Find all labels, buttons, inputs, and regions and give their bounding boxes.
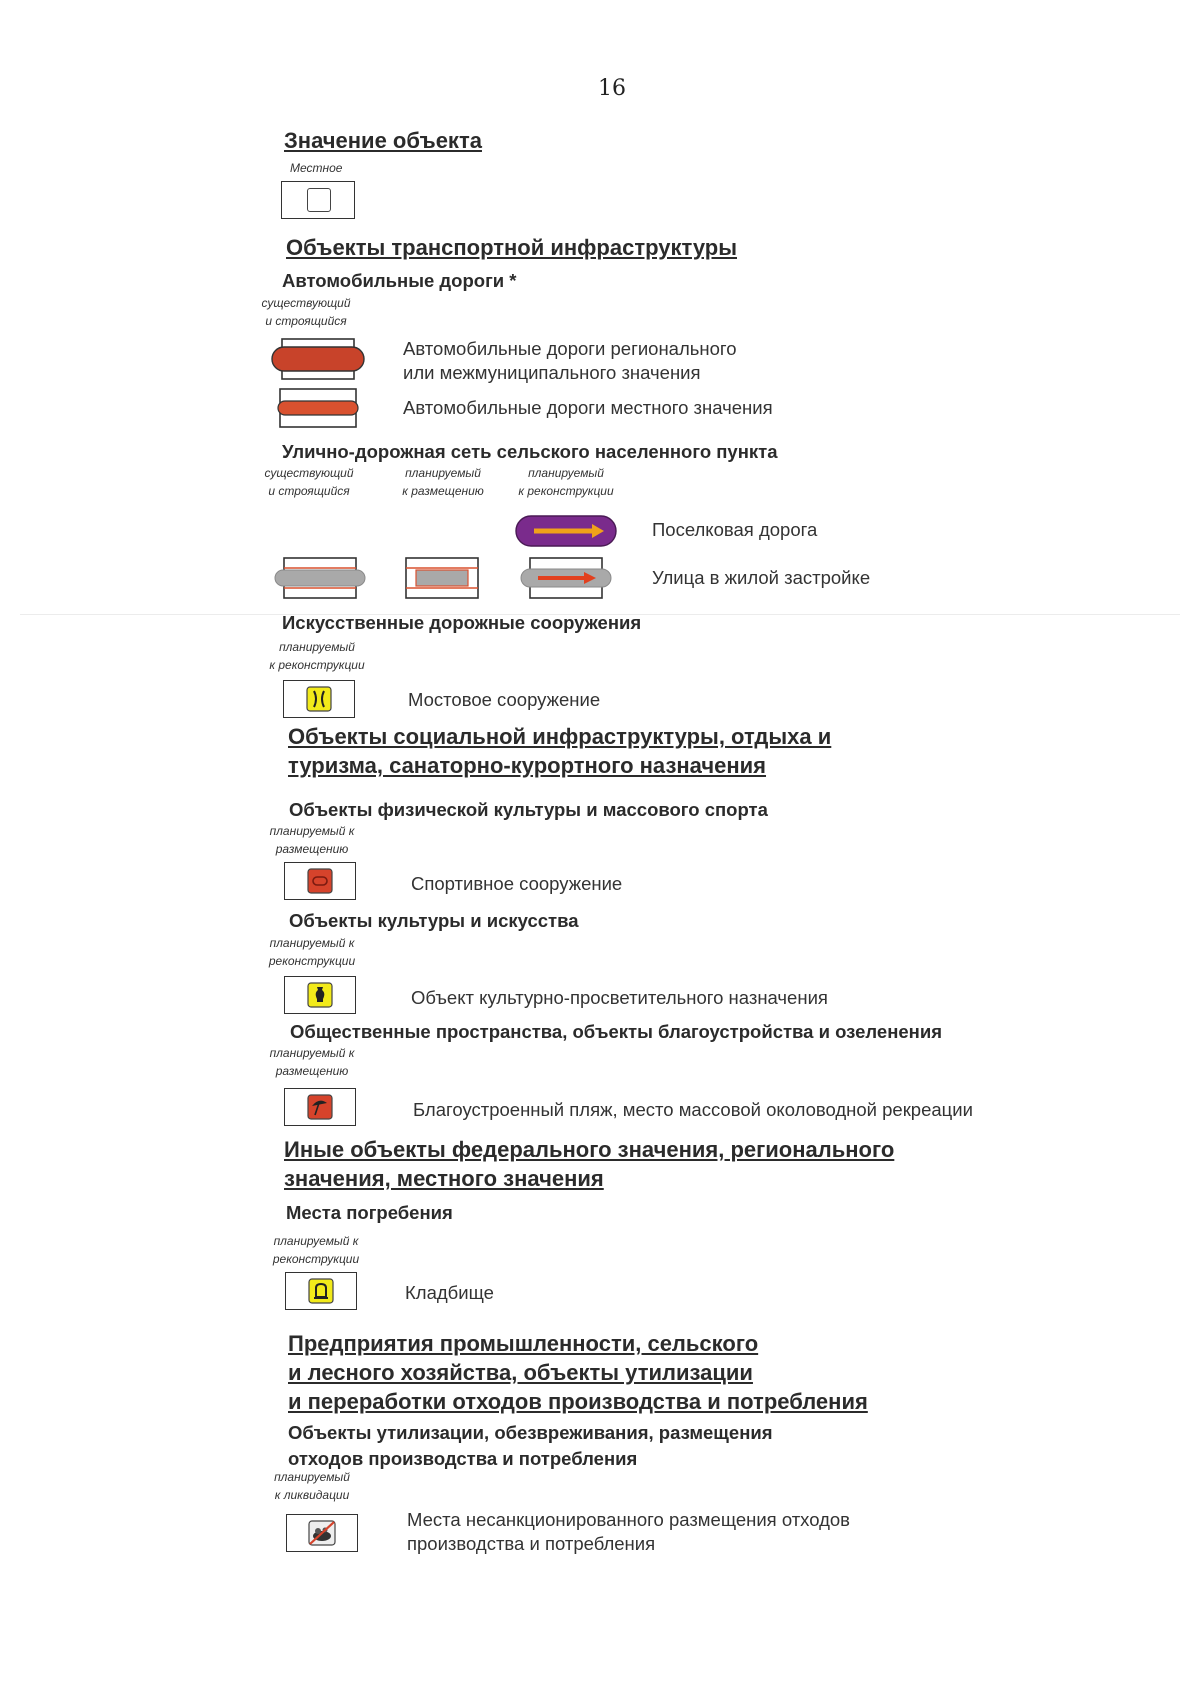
sport-heading: Объекты физической культуры и массового спорта [289,799,768,820]
street-caption-planned-reconstruction: планируемый к реконструкции [518,466,614,498]
sport-caption: планируемый к размещению [269,824,355,856]
amphora-icon [284,976,356,1014]
burial-heading: Места погребения [286,1202,453,1223]
waste-label: Места несанкционированного размещения отходов производства и потребления [407,1509,851,1554]
section-title-social: Объекты социальной инфраструктуры, отдыха и туризма, санаторно-курортного назначения [288,724,832,778]
section-title-transport: Объекты транспортной инфраструктуры [286,235,737,260]
structures-caption: планируемый к реконструкции [269,640,365,672]
local-road-label: Автомобильные дороги местного значения [403,397,773,418]
local-road-icon [276,388,360,428]
section-title-other: Иные объекты федерального значения, регионального значения, местного значения [284,1137,895,1191]
village-road-icon [514,514,618,548]
cemetery-icon [285,1272,357,1310]
sport-facility-icon [284,862,356,900]
beach-label: Благоустроенный пляж, место массовой околоводной рекреации [413,1099,973,1120]
street-caption-existing: существующий и строящийся [264,466,354,498]
bridge-label: Мостовое сооружение [408,689,601,710]
umbrella-icon [284,1088,356,1126]
waste-heading: Объекты утилизации, обезвреживания, размещения отходов производства и потребления [288,1422,773,1469]
square-outline-icon [281,181,355,219]
public-space-caption: планируемый к размещению [269,1046,355,1078]
bridge-icon [283,680,355,718]
culture-label: Объект культурно-просветительного назначения [411,987,828,1008]
page-number: 16 [598,76,626,101]
village-road-label: Поселковая дорога [652,519,818,540]
residential-street-planned-icon [404,557,480,599]
public-space-heading: Общественные пространства, объекты благоустройства и озеленения [290,1021,943,1042]
section-title-industry: Предприятия промышленности, сельского и лесного хозяйства, объекты утилизации и переработки отходов производства и потребления [288,1331,868,1414]
roads-heading: Автомобильные дороги * [282,270,517,291]
roads-caption: существующий и строящийся [261,296,351,328]
residential-street-reconstruction-icon [520,557,612,599]
street-caption-planned-placement: планируемый к размещению [402,466,484,498]
cemetery-label: Кладбище [405,1282,494,1303]
section-title-value: Значение объекта [284,128,482,153]
residential-street-label: Улица в жилой застройке [652,567,871,588]
waste-dump-crossed-icon [286,1514,358,1552]
residential-street-existing-icon [274,557,366,599]
regional-road-label: Автомобильные дороги регионального или межмуниципального значения [403,338,737,383]
burial-caption: планируемый к реконструкции [272,1234,360,1266]
structures-heading: Искусственные дорожные сооружения [282,612,642,633]
culture-heading: Объекты культуры и искусства [289,910,579,931]
value-caption: Местное [290,161,343,175]
waste-caption: планируемый к ликвидации [274,1470,350,1502]
sport-facility-label: Спортивное сооружение [411,873,623,894]
culture-caption: планируемый к реконструкции [268,936,356,968]
regional-road-icon [270,338,366,380]
street-network-heading: Улично-дорожная сеть сельского населенного пункта [282,441,778,462]
